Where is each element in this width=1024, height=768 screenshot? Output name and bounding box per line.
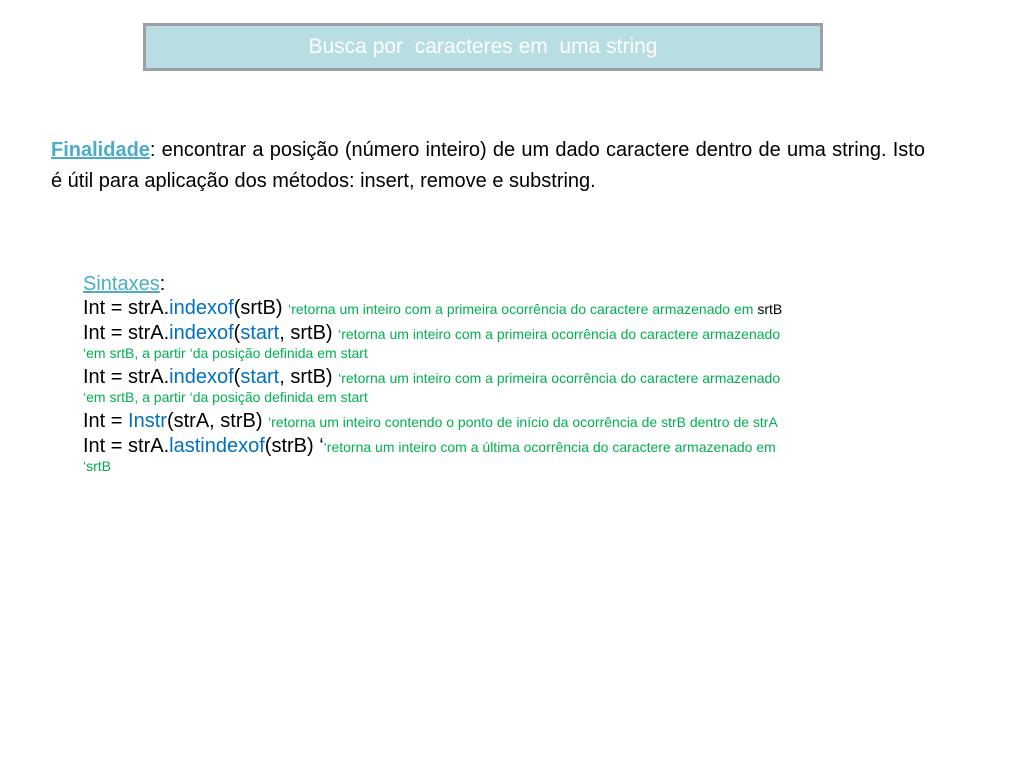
syntax-comment: ‘retorna um inteiro com a primeira ocorrência do caractere armazenado em	[288, 301, 758, 317]
param-name: start	[240, 322, 280, 344]
param-name: start	[240, 366, 280, 388]
purpose-paragraph	[51, 135, 925, 197]
syntax-prefix: Int = strA.	[83, 435, 170, 457]
syntax-prefix: Int =	[83, 410, 129, 432]
syntax-comment-continuation: ‘srtB	[83, 458, 111, 474]
syntax-args: (strB) ‘	[264, 435, 324, 457]
slide-title: Busca por caracteres em uma string	[308, 35, 658, 58]
syntax-args: (srtB)	[233, 297, 289, 319]
method-name: indexof	[169, 366, 234, 388]
syntax-args: (strA, strB)	[166, 410, 269, 432]
method-name: indexof	[169, 297, 234, 319]
syntax-paren: (	[233, 366, 241, 388]
syntax-args: , srtB)	[279, 366, 339, 388]
syntax-comment-continuation: ‘em srtB, a partir ‘da posição definida em start	[83, 345, 368, 361]
syntax-comment: ‘retorna um inteiro com a última ocorrência do caractere armazenado em	[323, 439, 776, 455]
syntax-comment: ‘retorna um inteiro com a primeira ocorrência do caractere armazenado	[338, 370, 781, 386]
syntax-prefix: Int = strA.	[83, 322, 170, 344]
syntax-comment: ‘retorna um inteiro contendo o ponto de início da ocorrência de strB dentro de strA	[268, 414, 778, 430]
method-name: Instr	[128, 410, 167, 432]
syntax-comment: ‘retorna um inteiro com a primeira ocorrência do caractere armazenado	[338, 326, 781, 342]
syntax-prefix: Int = strA.	[83, 297, 170, 319]
title-banner	[143, 23, 823, 71]
purpose-label: Finalidade	[51, 139, 150, 161]
syntax-line-indexof	[83, 296, 963, 321]
syntax-line-indexof-start-2	[83, 365, 963, 407]
syntax-prefix: Int = strA.	[83, 366, 170, 388]
method-name: lastindexof	[169, 435, 265, 457]
syntax-line-indexof-start	[83, 321, 963, 363]
syntax-comment-tail: srtB	[757, 301, 783, 317]
syntax-paren: (	[233, 322, 241, 344]
syntax-args: , srtB)	[279, 322, 339, 344]
syntax-colon: :	[159, 273, 166, 295]
purpose-text: : encontrar a posição (número inteiro) de um dado caractere dentro de uma string. Isto é útil para aplicação dos métodos: insert, remove e substring.	[51, 139, 925, 192]
syntax-line-lastindexof	[83, 434, 963, 476]
syntax-line-instr	[83, 409, 963, 434]
syntax-comment-continuation: ‘em srtB, a partir ‘da posição definida em start	[83, 389, 368, 405]
syntax-label: Sintaxes	[83, 273, 160, 295]
method-name: indexof	[169, 322, 234, 344]
syntax-section	[83, 272, 963, 478]
syntax-heading	[83, 272, 963, 296]
